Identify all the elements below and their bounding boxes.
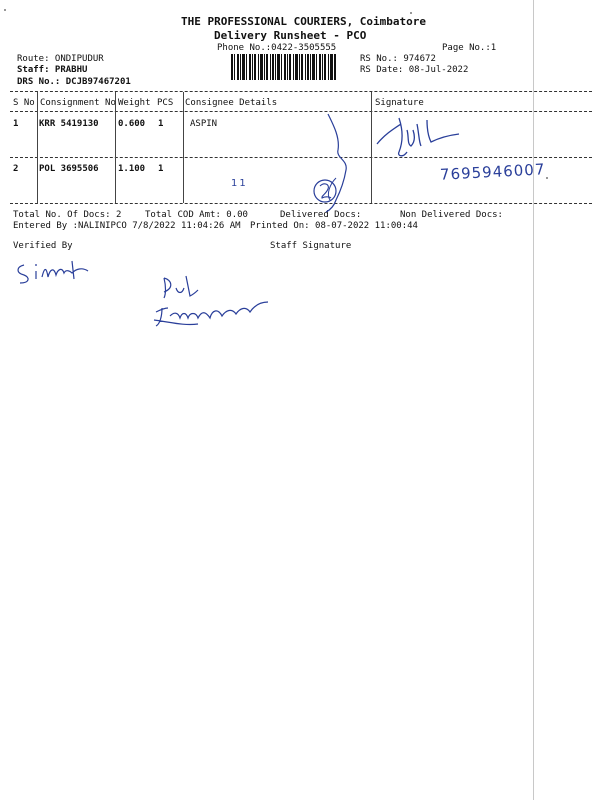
delivered-docs: Delivered Docs: <box>280 210 362 220</box>
header-pcs: PCS <box>157 98 174 108</box>
handwritten-mark: 11 <box>231 178 248 189</box>
table-top-rule <box>10 91 592 92</box>
rs-number: RS No.: 974672 <box>360 54 436 64</box>
printed-on: Printed On: 08-07-2022 11:00:44 <box>250 221 418 231</box>
non-delivered-docs: Non Delivered Docs: <box>400 210 503 220</box>
row2-consignment: POL 3695506 <box>39 164 99 174</box>
handwritten-signature-row1 <box>373 112 465 164</box>
rs-date: RS Date: 08-Jul-2022 <box>360 65 469 75</box>
row1-consignee: ASPIN <box>190 119 218 129</box>
header-consignment: Consignment No <box>40 98 116 108</box>
row2-weight: 1.100 <box>118 164 146 174</box>
verifier-signature <box>12 257 104 287</box>
staff-signature-label: Staff Signature <box>270 241 352 251</box>
row1-sno: 1 <box>13 119 19 129</box>
handwritten-phone: 7695946007 <box>439 160 546 184</box>
row2-pcs: 1 <box>158 164 164 174</box>
row1-pcs: 1 <box>158 119 164 129</box>
header-sno: S No <box>13 98 35 108</box>
drs-number: DRS No.: DCJB97467201 <box>17 77 131 87</box>
staff-label: Staff: PRABHU <box>17 65 88 75</box>
header-consignee: Consignee Details <box>185 98 278 108</box>
page-number: Page No.:1 <box>442 43 497 53</box>
phone-number: Phone No.:0422-3505555 <box>217 43 337 53</box>
verified-by-label: Verified By <box>13 241 73 251</box>
row2-sno: 2 <box>13 164 19 174</box>
staff-signature <box>150 272 280 334</box>
runsheet-subtitle: Delivery Runsheet - PCO <box>214 29 367 42</box>
header-signature: Signature <box>375 98 424 108</box>
row1-consignment: KRR 5419130 <box>39 119 99 129</box>
row1-weight: 0.600 <box>118 119 146 129</box>
header-weight: Weight <box>118 98 151 108</box>
col-divider <box>37 92 38 203</box>
route-label: Route: ONDIPUDUR <box>17 54 104 64</box>
handwritten-circled-mark <box>310 176 340 206</box>
barcode <box>231 54 337 80</box>
scan-speck <box>546 177 548 179</box>
col-divider <box>183 92 184 203</box>
company-title: THE PROFESSIONAL COURIERS, Coimbatore <box>181 15 427 28</box>
entered-by: Entered By :NALINIPCO 7/8/2022 11:04:26 AM <box>13 221 241 231</box>
scan-speck <box>410 12 412 14</box>
scan-speck <box>4 9 6 11</box>
total-cod: Total COD Amt: 0.00 <box>145 210 248 220</box>
scan-edge-line <box>533 0 534 800</box>
total-docs: Total No. Of Docs: 2 <box>13 210 122 220</box>
